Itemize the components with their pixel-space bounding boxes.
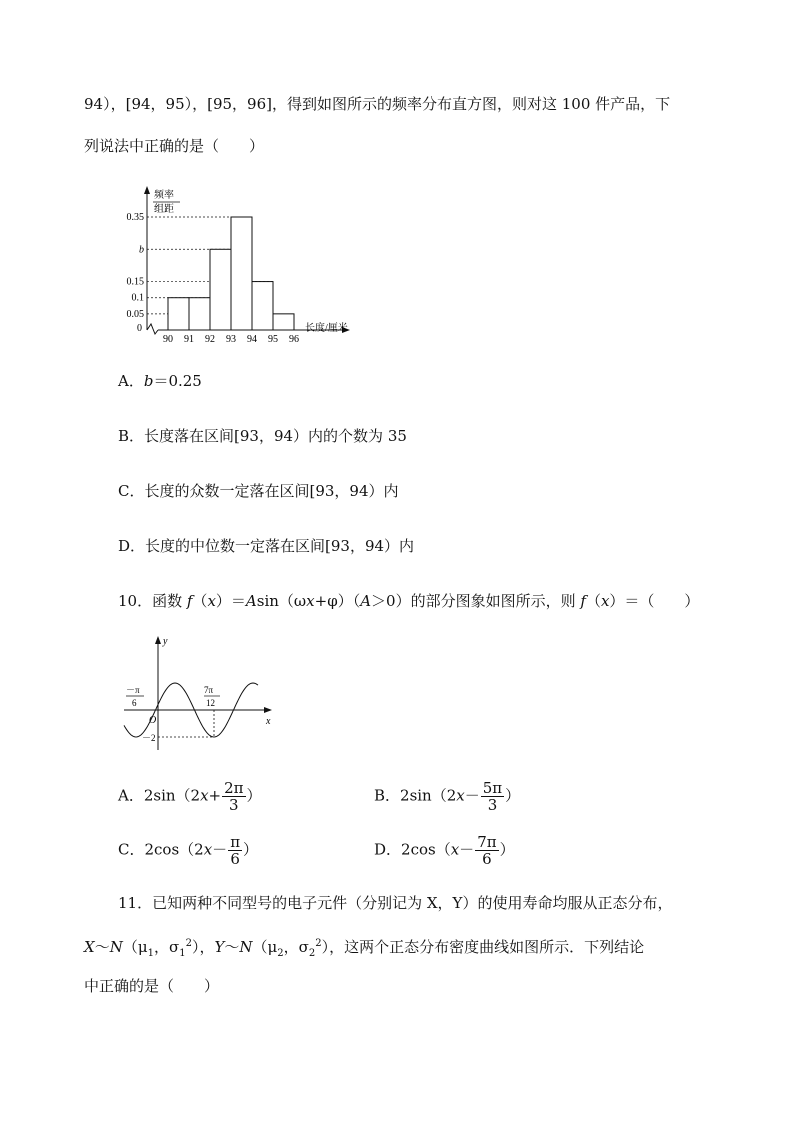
histogram-ylabel-bottom: 组距 [154,204,174,215]
q10-stem: 10．函数 f（x）＝Asin（ωx+φ）（A＞0）的部分图象如图所示，则 f（x）＝（ ） [118,592,700,610]
q9-option-b[interactable]: B．长度落在区间[93，94）内的个数为 35 [118,427,407,445]
q11-stem-line1: 11．已知两种不同型号的电子元件（分别记为 X，Y）的使用寿命均服从正态分布， [118,894,673,912]
histogram-x-tick: 94 [247,334,257,345]
histogram-bar [273,314,294,330]
histogram-y-tick: 0.05 [126,308,144,320]
q11-stem-line2: $X\sim N(\mu_1$，$\sigma_1^2$），$Y\sim N(\mu_2$，$\sigma_2^2$），这两个正态分布密度曲线如图所示．下列结论 [84,938,645,959]
histogram-x-tick: 90 [163,334,173,345]
histogram-y-tick: b [139,244,144,256]
sine-right-den: 12 [206,698,215,708]
histogram-bar [210,249,231,330]
histogram-y-tick: 0.1 [131,292,144,304]
q9-option-d[interactable]: D．长度的中位数一定落在区间[93，94）内 [118,537,415,555]
q10-option-b[interactable]: B．2sin（2x－ $\frac{5\pi}{3}$ ） [374,779,521,814]
sine-graph [118,632,278,754]
q10-option-a[interactable]: A．2sin（2x+ $\frac{2\pi}{3}$ ） [118,779,262,814]
histogram-x-tick: 93 [226,334,236,345]
q10-option-c[interactable]: C．2cos（2x－ $\frac{\pi}{6}$ ） [118,833,259,868]
histogram-x-tick: 96 [289,334,299,345]
histogram-y-tick: 0.35 [126,212,144,223]
histogram-bar [168,298,189,330]
histogram-origin: 0 [137,323,142,334]
sine-x-arrow [264,707,272,713]
sine-right-num: 7π [204,685,214,695]
histogram-y-tick: 0.15 [126,276,144,288]
histogram-y-arrow [144,186,150,194]
sine-x-label: x [266,716,271,727]
sine-y-label: y [163,636,168,647]
sine-min-label: －2 [142,733,156,743]
q9-stem-line1: 94），[94，95），[95，96]，得到如图所示的频率分布直方图，则对这 100 件产品，下 [84,95,671,113]
sine-left-num: －π [126,685,140,695]
histogram-bar [189,298,210,330]
sine-left-den: 6 [132,698,137,708]
q9-option-c[interactable]: C．长度的众数一定落在区间[93，94）内 [118,482,399,500]
q10-option-d[interactable]: D．2cos（x－ $\frac{7\pi}{6}$ ） [374,833,515,868]
histogram-x-tick: 92 [205,334,215,345]
histogram-x-tick: 95 [268,334,278,345]
sine-y-arrow [155,636,161,644]
histogram-bar [252,282,273,330]
histogram-x-tick: 91 [184,334,194,345]
q9-option-a[interactable]: A．b＝0.25 [118,372,202,390]
q11-stem-line3: 中正确的是（ ） [84,977,220,995]
q9-stem-line2: 列说法中正确的是（ ） [84,137,265,155]
histogram-bar [231,217,252,330]
histogram-xlabel: 长度/厘米 [305,323,348,334]
sine-origin: O [149,715,157,726]
histogram-figure [120,180,370,345]
histogram-ylabel-top: 频率 [154,190,174,201]
histogram-axis-break [147,324,158,334]
